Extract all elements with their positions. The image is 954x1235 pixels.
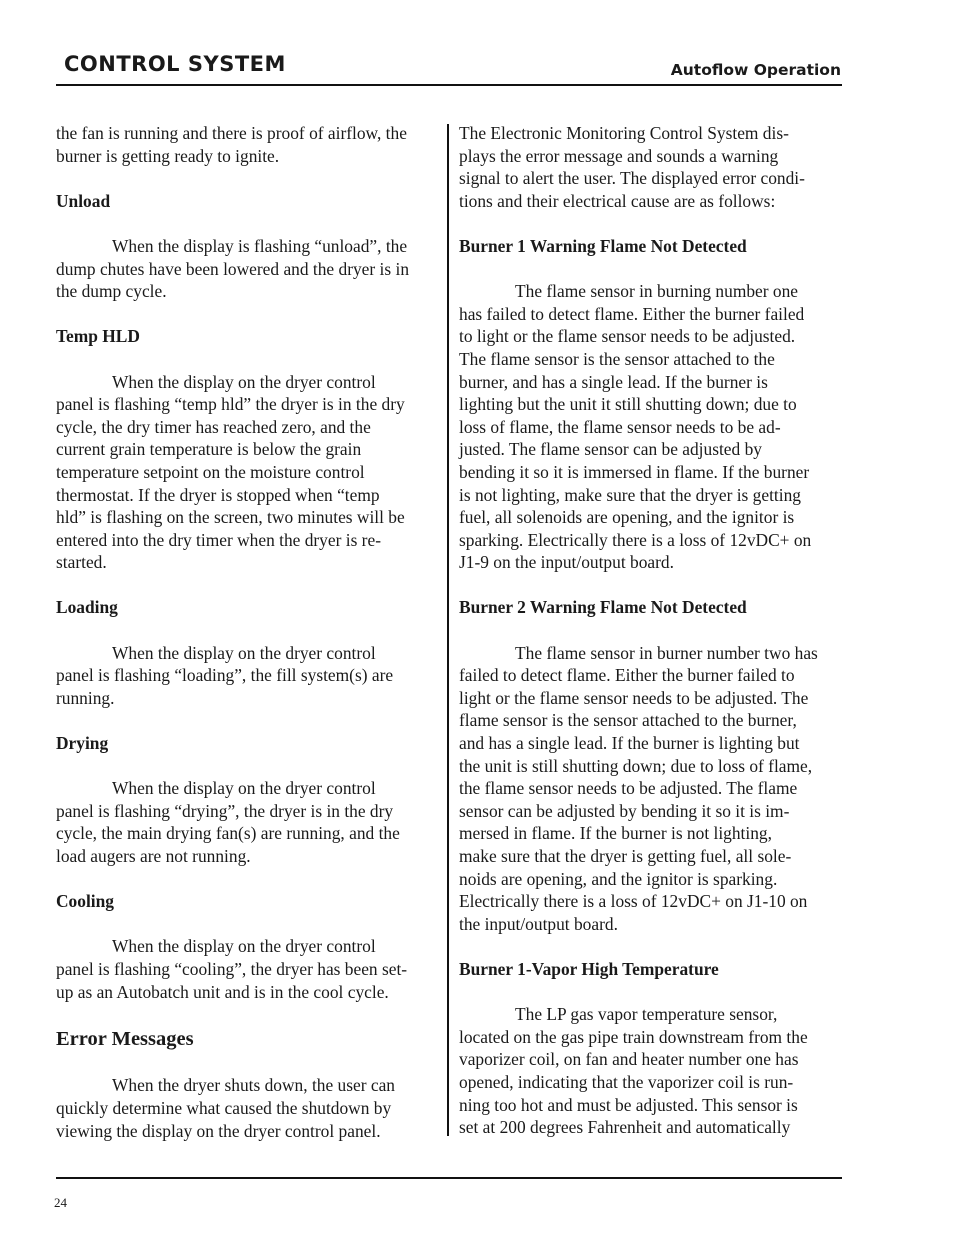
left-column: [56, 122, 438, 1165]
page-header-subtitle: Autoflow Operation: [670, 61, 841, 79]
text-line: light or the flame sensor needs to be adjusted. The: [459, 687, 809, 708]
text-line: failed to detect flame. Either the burner failed to: [459, 665, 795, 686]
text-line: cycle, the main drying fan(s) are running, and the: [56, 823, 400, 844]
text-line: burner, and has a single lead. If the burner is: [459, 371, 768, 392]
text-line: current grain temperature is below the grain: [56, 439, 362, 460]
text-line: Electrically there is a loss of 12vDC+ on J1-10 on: [459, 891, 808, 912]
text-line: panel is flashing “loading”, the fill system(s) are: [56, 665, 394, 686]
page-header-title: CONTROL SYSTEM: [64, 52, 286, 76]
text-line: tions and their electrical cause are as follows:: [459, 190, 776, 211]
text-line: opened, indicating that the vaporizer coil is run-: [459, 1071, 794, 1092]
cooling-heading: Cooling: [56, 891, 114, 912]
drying-heading: Drying: [56, 733, 109, 754]
text-line: sparking. Electrically there is a loss of 12vDC+ on: [459, 529, 812, 550]
text-line: panel is flashing “temp hld” the dryer is in the dry: [56, 394, 405, 415]
text-line: J1-9 on the input/output board.: [459, 552, 674, 573]
text-line: located on the gas pipe train downstream from the: [459, 1026, 808, 1047]
loading-paragraph: [56, 642, 438, 710]
text-line: noids are opening, and the ignitor is sparking.: [459, 868, 778, 889]
header-rule: [56, 84, 842, 86]
right-column: [459, 122, 845, 1161]
burner1-flame-paragraph: [459, 280, 845, 574]
text-line: lighting but the unit it still shutting down; due to: [459, 394, 797, 415]
text-line: make sure that the dryer is getting fuel, all sole-: [459, 846, 792, 866]
text-line: The flame sensor is the sensor attached to the: [459, 348, 775, 369]
error-messages-paragraph: [56, 1074, 438, 1142]
text-line: justed. The flame sensor can be adjusted by: [459, 439, 762, 460]
text-line: vaporizer coil, on fan and heater number one has: [459, 1049, 799, 1070]
text-line: the fan is running and there is proof of airflow, the: [56, 123, 407, 143]
burner1-vapor-paragraph: [459, 1003, 845, 1139]
text-line: dump chutes have been lowered and the dryer is in: [56, 258, 410, 279]
temp-hld-paragraph: [56, 371, 438, 574]
left-intro-paragraph: [56, 122, 438, 167]
text-line: ning too hot and must be adjusted. This sensor is: [459, 1094, 798, 1115]
unload-paragraph: [56, 235, 438, 303]
text-line: the unit is still shutting down; due to loss of flame,: [459, 755, 813, 776]
error-messages-heading: Error Messages: [56, 1027, 194, 1050]
text-line: load augers are not running.: [56, 846, 251, 866]
text-line: entered into the dry timer when the dryer is re-: [56, 529, 381, 550]
text-line: quickly determine what caused the shutdown by: [56, 1097, 392, 1118]
text-line: and has a single lead. If the burner is lighting but: [459, 733, 800, 754]
text-line: is not lighting, make sure that the dryer is getting: [459, 484, 801, 505]
text-line: mersed in flame. If the burner is not lighting,: [459, 823, 772, 844]
text-line: panel is flashing “drying”, the dryer is in the dry: [56, 800, 394, 821]
text-line: sensor can be adjusted by bending it so it is im-: [459, 800, 790, 821]
text-line: The flame sensor in burning number one: [515, 281, 799, 302]
text-line: the dump cycle.: [56, 281, 167, 302]
temp-hld-heading: Temp HLD: [56, 326, 140, 347]
burner1-flame-heading: Burner 1 Warning Flame Not Detected: [459, 235, 747, 256]
text-line: has failed to detect flame. Either the burner failed: [459, 303, 805, 324]
text-line: to light or the flame sensor needs to be adjusted.: [459, 326, 796, 347]
text-line: viewing the display on the dryer control panel.: [56, 1120, 381, 1141]
burner2-flame-heading: Burner 2 Warning Flame Not Detected: [459, 597, 747, 618]
burner1-vapor-heading: Burner 1-Vapor High Temperature: [459, 958, 719, 979]
right-intro-paragraph: [459, 122, 845, 212]
text-line: loss of flame, the flame sensor needs to be ad-: [459, 416, 781, 437]
text-line: flame sensor is the sensor attached to the burner,: [459, 710, 797, 731]
text-line: The LP gas vapor temperature sensor,: [515, 1004, 778, 1025]
drying-paragraph: [56, 777, 438, 867]
text-line: plays the error message and sounds a warning: [459, 145, 779, 166]
text-line: The flame sensor in burner number two has: [515, 642, 818, 663]
cooling-paragraph: [56, 935, 438, 1003]
text-line: up as an Autobatch unit and is in the cool cycle.: [56, 981, 389, 1002]
text-line: cycle, the dry timer has reached zero, and the: [56, 416, 371, 437]
text-line: started.: [56, 552, 107, 573]
text-line: hld” is flashing on the screen, two minutes will be: [56, 507, 405, 528]
unload-heading: Unload: [56, 190, 111, 211]
text-line: running.: [56, 687, 115, 708]
text-line: When the display on the dryer control: [112, 371, 376, 392]
text-line: When the display on the dryer control: [112, 936, 376, 957]
column-divider: [447, 124, 449, 1136]
text-line: signal to alert the user. The displayed error condi-: [459, 168, 805, 189]
text-line: thermostat. If the dryer is stopped when “temp: [56, 484, 380, 505]
text-line: bending it so it is immersed in flame. If the burner: [459, 461, 810, 482]
burner2-flame-paragraph: [459, 642, 845, 936]
text-line: When the display on the dryer control: [112, 778, 376, 799]
text-line: burner is getting ready to ignite.: [56, 145, 280, 166]
text-line: set at 200 degrees Fahrenheit and automatically: [459, 1117, 791, 1138]
loading-heading: Loading: [56, 597, 118, 618]
text-line: When the dryer shuts down, the user can: [112, 1075, 395, 1096]
footer-rule: [56, 1177, 842, 1179]
text-line: the flame sensor needs to be adjusted. The flame: [459, 778, 798, 799]
page-number: 24: [54, 1195, 67, 1210]
text-line: The Electronic Monitoring Control System dis-: [459, 123, 789, 143]
text-line: fuel, all solenoids are opening, and the ignitor is: [459, 507, 795, 528]
text-line: panel is flashing “cooling”, the dryer has been set-: [56, 958, 408, 979]
text-line: the input/output board.: [459, 913, 618, 934]
text-line: When the display is flashing “unload”, the: [112, 235, 408, 256]
text-line: When the display on the dryer control: [112, 642, 376, 663]
text-line: temperature setpoint on the moisture control: [56, 461, 365, 482]
